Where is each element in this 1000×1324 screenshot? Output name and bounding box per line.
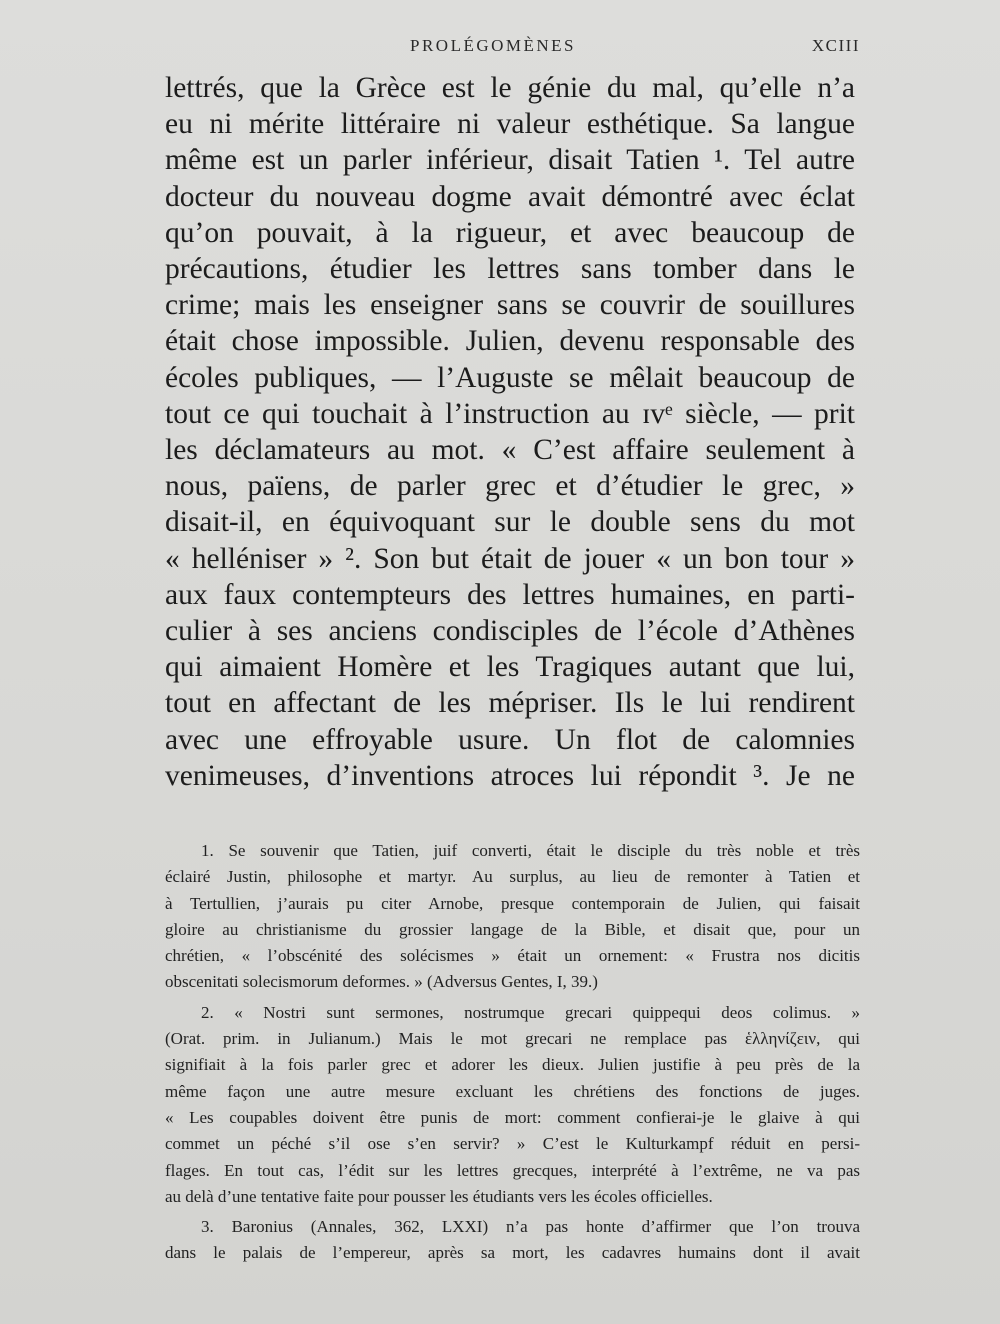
footnote-line: 2. « Nostri sunt sermones, nostrumque grecari quippequi deos colimus. »: [201, 1002, 860, 1022]
body-line: tout en affectant de les mépriser. Ils le lui rendirent: [165, 687, 855, 720]
footnote-line: au delà d’une tentative faite pour pousser les étudiants vers les écoles officielles.: [165, 1186, 713, 1206]
footnote-2: [165, 1000, 860, 1210]
body-line: nous, païens, de parler grec et d’étudier le grec, »: [165, 470, 855, 503]
body-line: qu’on pouvait, à la rigueur, et avec beaucoup de: [165, 216, 855, 249]
footnote-line: 3. Baronius (Annales, 362, LXXI) n’a pas honte d’affirmer que l’on trouva: [201, 1217, 860, 1237]
body-line: était chose impossible. Julien, devenu responsable des: [165, 325, 855, 358]
body-line: « helléniser » ². Son but était de jouer « un bon tour »: [165, 542, 855, 575]
footnote-line: flages. En tout cas, l’édit sur les lettres grecques, interprété à l’extrême, ne va pas: [165, 1160, 860, 1180]
body-line: disait-il, en équivoquant sur le double sens du mot: [165, 506, 855, 539]
page-number: XCIII: [811, 36, 860, 55]
body-text: [165, 70, 855, 794]
footnote-line: à Tertullien, j’aurais pu citer Arnobe, presque contemporain de Julien, qui faisait: [165, 893, 860, 913]
running-title: PROLÉGOMÈNES: [410, 36, 577, 55]
footnote-line: même façon une autre mesure excluant les chrétiens des fonctions de juges.: [165, 1081, 860, 1101]
footnote-line: dans le palais de l’empereur, après sa mort, les cadavres humains dont il avait: [165, 1243, 860, 1263]
body-line: lettrés, que la Grèce est le génie du mal, qu’elle n’a: [165, 72, 855, 104]
body-line: précautions, étudier les lettres sans tomber dans le: [165, 253, 855, 286]
footnote-line: (Orat. prim. in Julianum.) Mais le mot grecari ne remplace pas ἑλληνίζειν, qui: [165, 1029, 860, 1049]
footnotes: [165, 838, 860, 1267]
footnote-line: commet un péché s’il ose s’en servir? » C’est le Kulturkampf réduit en persi-: [165, 1134, 860, 1154]
footnote-line: obscenitati solecismorum deformes. » (Adversus Gentes, I, 39.): [165, 972, 598, 992]
footnote-line: signifiait à la fois parler grec et adorer les dieux. Julien justifie à peu près de la: [165, 1055, 860, 1075]
body-line: avec une effroyable usure. Un flot de calomnies: [165, 723, 855, 756]
running-head: [165, 36, 860, 58]
body-line: tout ce qui touchait à l’instruction au ɪᴠᵉ siècle, — prit: [165, 397, 855, 430]
body-line: docteur du nouveau dogme avait démontré avec éclat: [165, 180, 855, 213]
body-line: venimeuses, d’inventions atroces lui répondit ³. Je ne: [165, 759, 855, 792]
footnote-3: [165, 1214, 860, 1267]
body-line: eu ni mérite littéraire ni valeur esthétique. Sa langue: [165, 108, 855, 141]
footnote-line: « Les coupables doivent être punis de mort: comment confierai-je le glaive à qui: [165, 1107, 860, 1127]
footnote-line: chrétien, « l’obscénité des solécismes » était un ornement: « Frustra nos dicitis: [165, 946, 860, 966]
body-line: qui aimaient Homère et les Tragiques autant que lui,: [165, 651, 855, 684]
footnote-1: [165, 838, 860, 996]
footnote-line: gloire au christianisme du grossier langage de la Bible, et disait que, pour un: [165, 919, 860, 939]
footnote-line: 1. Se souvenir que Tatien, juif converti, était le disciple du très noble et très: [201, 841, 860, 860]
body-line: crime; mais les enseigner sans se couvrir de souillures: [165, 289, 855, 322]
footnote-line: éclairé Justin, philosophe et martyr. Au surplus, au lieu de remonter à Tatien et: [165, 867, 860, 887]
body-line: écoles publiques, — l’Auguste se mêlait beaucoup de: [165, 361, 855, 394]
body-line: culier à ses anciens condisciples de l’école d’Athènes: [165, 615, 855, 648]
body-line: même est un parler inférieur, disait Tatien ¹. Tel autre: [165, 144, 855, 177]
body-line: aux faux contempteurs des lettres humaines, en parti-: [165, 578, 855, 611]
body-line: les déclamateurs au mot. « C’est affaire seulement à: [165, 434, 855, 467]
